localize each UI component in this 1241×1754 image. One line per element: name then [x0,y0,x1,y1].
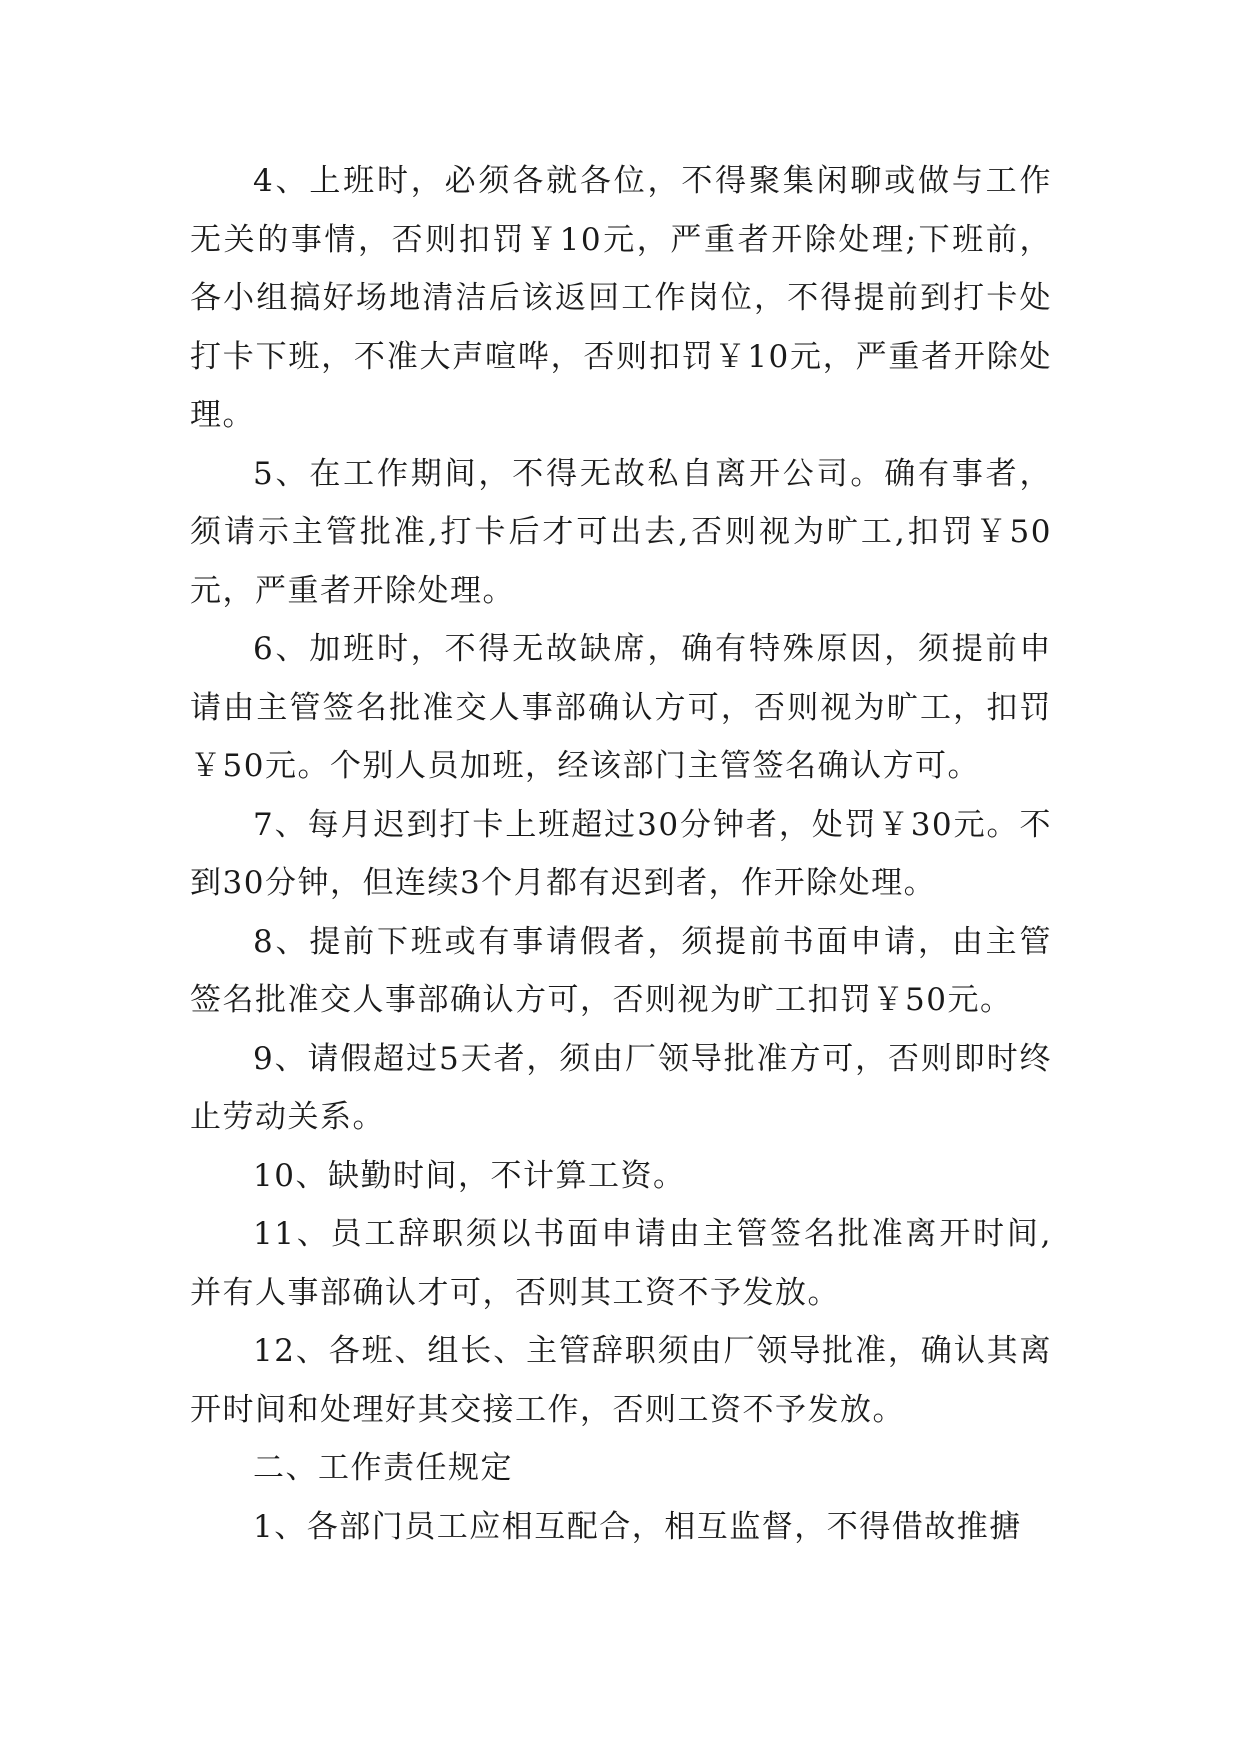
section-heading: 二、工作责任规定 [253,1450,513,1486]
paragraph-rule-5: 5、在工作期间，不得无故私自离开公司。确有事者，须请示主管批准,打卡后才可出去,否则视为旷工,扣罚￥50元，严重者开除处理。 [190,455,1052,609]
paragraph-rule-4: 4、上班时，必须各就各位，不得聚集闲聊或做与工作无关的事情，否则扣罚￥10元，严重者开除处理;下班前，各小组搞好场地清洁后该返回工作岗位，不得提前到打卡处打卡下班，不准大声喧哗，否则扣罚￥10元，严重者开除处理。 [190,163,1052,433]
paragraph-rule-7: 7、每月迟到打卡上班超过30分钟者，处罚￥30元。不到30分钟，但连续3个月都有迟到者，作开除处理。 [190,806,1052,901]
paragraph-rule-9: 9、请假超过5天者，须由厂领导批准方可，否则即时终止劳动关系。 [190,1040,1052,1135]
paragraph-rule-11: 11、员工辞职须以书面申请由主管签名批准离开时间,并有人事部确认才可，否则其工资不予发放。 [190,1216,1052,1311]
document-body [190,152,1052,1556]
paragraph-section2-rule-1: 1、各部门员工应相互配合，相互监督，不得借故推搪 [253,1508,1022,1545]
paragraph-rule-10: 10、缺勤时间，不计算工资。 [253,1157,686,1194]
paragraph-rule-12: 12、各班、组长、主管辞职须由厂领导批准，确认其离开时间和处理好其交接工作，否则工资不予发放。 [190,1333,1052,1428]
paragraph-rule-8: 8、提前下班或有事请假者，须提前书面申请，由主管签名批准交人事部确认方可，否则视为旷工扣罚￥50元。 [190,923,1052,1018]
paragraph-rule-6: 6、加班时，不得无故缺席，确有特殊原因，须提前申请由主管签名批准交人事部确认方可，否则视为旷工，扣罚￥50元。个别人员加班，经该部门主管签名确认方可。 [190,631,1052,784]
